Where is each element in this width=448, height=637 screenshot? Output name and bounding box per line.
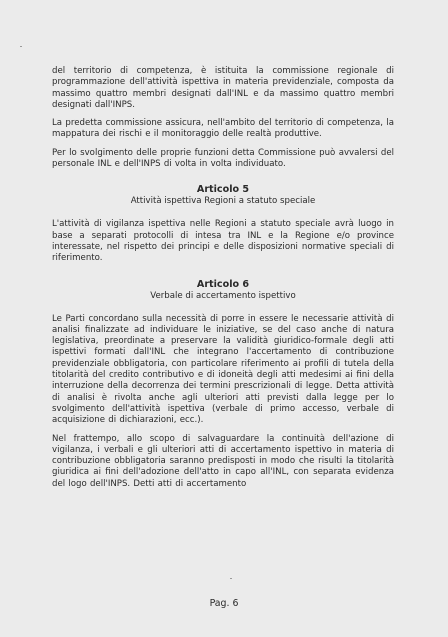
article-subtitle: Attività ispettiva Regioni a statuto speciale [130, 196, 316, 207]
paragraph: L'attività di vigilanza ispettiva nelle Regioni a statuto speciale avrà luogo in base a separati protocolli di intesa tra INL e la Regione e/o province interessate, nel rispetto dei principi e delle disposizioni normative speciali di riferimento. [52, 219, 394, 264]
article-title: Articolo 6 [196, 278, 250, 290]
paragraph: Per lo svolgimento delle proprie funzioni detta Commissione può avvalersi del personale INL e dell'INPS di volta in volta individuato. [52, 147, 394, 170]
article-6-heading [52, 279, 394, 302]
article-5-heading [52, 184, 394, 207]
paragraph: del territorio di competenza, è istituita la commissione regionale di programmazione dell'attività ispettiva in materia previdenziale, composta da massimo quattro membri designati dall'INL e da massimo quattro membri designati dall'INPS. [52, 66, 394, 110]
paragraph: La predetta commissione assicura, nell'ambito del territorio di competenza, la mappatura dei rischi e il monitoraggio delle realtà produttive. [52, 118, 394, 140]
paragraph: Nel frattempo, allo scopo di salvaguardare la continuità dell'azione di vigilanza, i verbali e gli ulteriori atti di accertamento ispettivo in materia di contribuzione obbligatoria saranno predisposti in modo che risulti la titolarità giuridica ai fini dell'adozione dell'atto in capo all'INL, con separata evidenza del logo dell'INPS. Detti atti di accertamento [52, 433, 394, 489]
article-title: Articolo 5 [196, 184, 250, 196]
paragraph: Le Parti concordano sulla necessità di porre in essere le necessarie attività di analisi finalizzate ad individuare le iniziative, se del caso anche di natura legislativa, preordinate a preservare la validità giuridico-formale degli atti ispettivi formati dall'INL che integrano l'accertamento di contribuzione previdenziale obbligatoria, con particolare riferimento ai profili di tutela della titolarità del credito contributivo e di idoneità degli atti medesimi ai fini della interruzione della decorrenza dei termini prescrizionali di legge. Detta attività di analisi è rivolta anche agli ulteriori atti previsti dalla legge per lo svolgimento dell'attività ispettiva (verbale di primo accesso, verbale di acquisizione di dichiarazioni, ecc.). [52, 313, 394, 426]
article-subtitle: Verbale di accertamento ispettivo [150, 290, 296, 301]
page-number: Pag. 6 [209, 598, 239, 609]
scan-artifact [20, 46, 22, 47]
scan-artifact [230, 578, 232, 579]
document-body [52, 66, 394, 497]
